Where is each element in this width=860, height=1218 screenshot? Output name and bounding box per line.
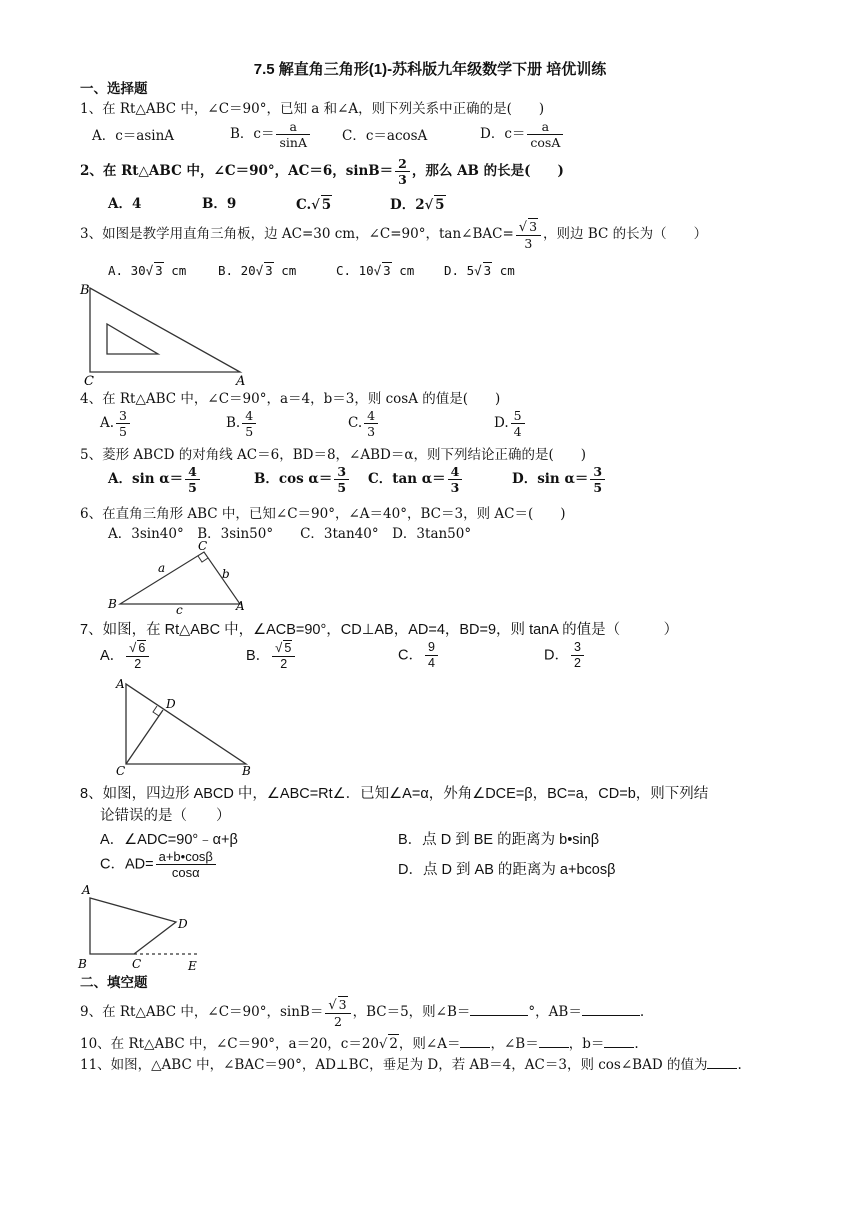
q5-option-d: D．sin α＝ $\frac{3}{5}$: [512, 464, 607, 495]
q1-option-a: A．c＝asinA: [92, 128, 175, 144]
q8-option-c: C．AD= $\frac{a+b•\cos\beta}{\cos\alpha}$: [100, 849, 218, 880]
q8-label-a: A: [82, 883, 91, 897]
q2-option-a: A．4: [108, 196, 142, 212]
q3-inner-triangle: [107, 324, 158, 354]
q8-stem-line1: 8、如图，四边形 ABCD 中，∠ABC=Rt∠．已知∠A=α，外角∠DCE=β，BC=a，CD=b，则下列结: [80, 786, 709, 802]
q7-option-d: D． $\frac{3}{2}$: [544, 640, 586, 671]
q2-option-c: C.√ 5: [296, 197, 332, 213]
q9-blank-angle-b[interactable]: [470, 1015, 528, 1016]
q9-blank-ab[interactable]: [582, 1015, 640, 1016]
q7-option-c: C． $\frac{9}{4}$: [398, 640, 440, 671]
q2-option-d: D．2√ 5: [390, 197, 445, 213]
q6-label-a-side: a: [158, 561, 166, 575]
q3-label-b: B: [80, 283, 90, 298]
q3-label-c: C: [84, 374, 94, 388]
q1-stem: 1、在 Rt△ABC 中，∠C＝90°，已知 a 和∠A，则下列关系中正确的是( ): [80, 101, 545, 117]
q7-label-a: A: [116, 677, 125, 691]
q7-label-b: B: [242, 764, 251, 778]
q1-option-b: B．c＝ $\frac{a}{\sin A}$: [230, 119, 312, 150]
q5-stem: 5、菱形 ABCD 的对角线 AC＝6，BD＝8，∠ABD＝α，则下列结论正确的是( ): [80, 447, 586, 463]
q5-option-c: C．tan α＝ $\frac{4}{3}$: [368, 464, 464, 495]
q6-stem: 6、在直角三角形 ABC 中，已知∠C＝90°，∠A＝40°，BC＝3，则 AC＝( ): [80, 506, 566, 522]
q10-blank-b[interactable]: [604, 1047, 634, 1048]
q7-label-d: D: [166, 697, 176, 711]
q8-figure-quadrilateral: [74, 882, 214, 974]
q10-stem: 10、在 Rt△ABC 中，∠C＝90°，a＝20，c＝20√ 2，则∠A＝ ，∠B＝ ，b＝ .: [80, 1036, 639, 1052]
q4-option-b: B. $\frac{4}{5}$: [226, 408, 258, 439]
q10-blank-angle-b[interactable]: [539, 1047, 569, 1048]
page-title: 7.5 解直角三角形(1)-苏科版九年级数学下册 培优训练: [253, 61, 607, 78]
q7-right-angle-mark: [153, 706, 159, 716]
q3-option-d: D. 5√ 3 cm: [444, 263, 515, 278]
q8-option-d: D．点 D 到 AB 的距离为 a+bcosβ: [398, 862, 616, 878]
q11-stem: 11、如图，△ABC 中，∠BAC＝90°，AD⊥BC，垂足为 D，若 AB＝4，AC＝3，则 cos∠BAD 的值为 .: [80, 1057, 742, 1073]
q11-blank-cos-bad[interactable]: [707, 1068, 737, 1069]
q3-option-c: C. 10√ 3 cm: [336, 263, 415, 278]
q3-label-a: A: [236, 374, 246, 388]
q8-label-d: D: [178, 917, 188, 931]
q2-option-b: B．9: [202, 196, 237, 212]
q9-stem: 9、在 Rt△ABC 中，∠C＝90°，sinB＝ $\frac{√ 3}{2}$ ，BC＝5，则∠B＝ °，AB＝ .: [80, 997, 645, 1029]
section-fill-in: 二、填空题: [80, 975, 148, 991]
q8-option-b: B．点 D 到 BE 的距离为 b•sinβ: [398, 832, 600, 848]
q6-options: A．3sin40° B．3sin50° C．3tan40° D．3tan50°: [108, 526, 472, 542]
q1-option-c: C．c＝acosA: [342, 128, 428, 144]
section-choice: 一、选择题: [80, 81, 148, 97]
q8-label-e: E: [188, 959, 197, 973]
q7-label-c: C: [116, 764, 126, 778]
q6-label-c-side: c: [176, 603, 183, 616]
q5-option-a: A．sin α＝ $\frac{4}{5}$: [108, 464, 202, 495]
q5-option-b: B．cos α＝ $\frac{3}{5}$: [254, 464, 351, 495]
q7-stem: 7、如图，在 Rt△ABC 中，∠ACB=90°，CD⊥AB，AD=4，BD=9，则 tanA 的值是（ ）: [80, 622, 679, 638]
q3-outer-triangle: [90, 288, 240, 372]
q3-figure-set-square: [76, 280, 266, 388]
q8-quadrilateral: [90, 898, 176, 954]
q10-blank-angle-a[interactable]: [460, 1047, 490, 1048]
q7-figure-triangle: [110, 674, 260, 778]
q6-label-a: A: [236, 599, 245, 613]
q3-option-b: B. 20√ 3 cm: [218, 263, 297, 278]
q7-triangle: [126, 684, 246, 764]
q3-option-a: A. 30√ 3 cm: [108, 263, 187, 278]
q3-stem: 3、如图是教学用直角三角板，边 AC=30 cm，∠C=90°，tan∠BAC= $\frac{√ 3}{3}$ ，则边 BC 的长为（ ）: [80, 219, 708, 251]
q1-option-d: D．c＝ $\frac{a}{\cos A}$: [480, 119, 565, 150]
q7-altitude-cd: [126, 710, 163, 764]
q4-option-a: A. $\frac{3}{5}$: [100, 408, 132, 439]
q4-option-c: C. $\frac{4}{3}$: [348, 408, 380, 439]
q8-label-b: B: [78, 957, 87, 971]
q6-label-b-side: b: [222, 567, 230, 581]
q6-right-angle-mark: [198, 556, 208, 562]
q2-stem: 2、在 Rt△ABC 中，∠C＝90°，AC＝6，sinB＝ $\frac{2}{3}$ ，那么 AB 的长是( ): [80, 156, 564, 187]
q6-label-b: B: [108, 597, 117, 611]
q4-stem: 4、在 Rt△ABC 中，∠C＝90°，a＝4，b＝3，则 cosA 的值是( ): [80, 391, 501, 407]
q4-option-d: D. $\frac{5}{4}$: [494, 408, 527, 439]
q8-stem-line2: 论错误的是（ ）: [100, 808, 231, 824]
q6-label-c: C: [198, 539, 208, 553]
q6-figure-triangle: [102, 538, 262, 616]
q7-option-a: A． $\frac{√ 6}{2}$: [100, 640, 151, 672]
q8-label-c: C: [132, 957, 142, 971]
q8-option-a: A．∠ADC=90°﹣α+β: [100, 832, 238, 848]
q7-option-b: B． $\frac{√ 5}{2}$: [246, 640, 297, 672]
